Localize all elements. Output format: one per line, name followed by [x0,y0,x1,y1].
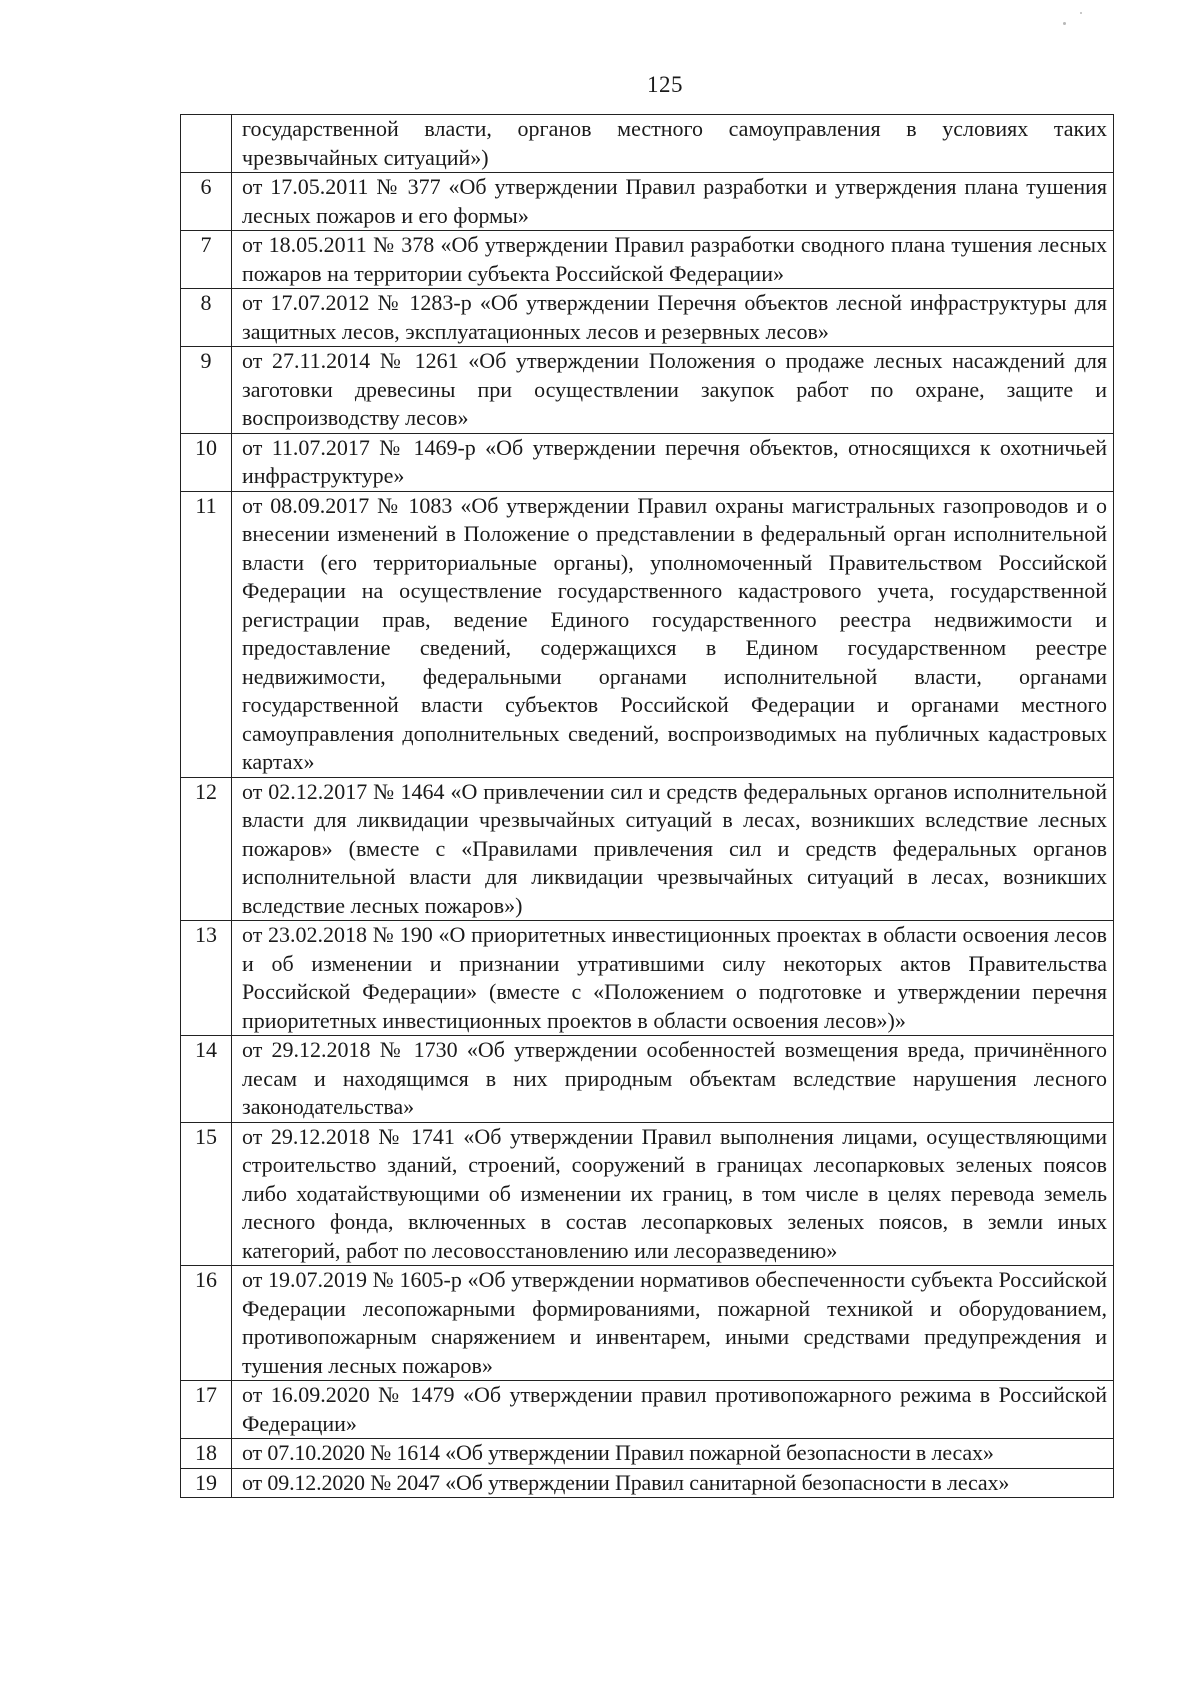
table-row [181,491,1114,777]
row-number [181,115,232,173]
regulations-table [180,114,1114,1498]
row-number: 14 [181,1036,232,1123]
row-number: 11 [181,491,232,777]
row-text: от 16.09.2020 № 1479 «Об утверждении правил противопожарного режима в Российской Федерации» [232,1381,1114,1439]
row-number: 13 [181,921,232,1036]
table-row [181,1468,1114,1498]
page-number: 125 [647,72,683,97]
row-number: 6 [181,173,232,231]
row-number: 15 [181,1122,232,1266]
row-number: 10 [181,433,232,491]
table-row [181,921,1114,1036]
table-row [181,347,1114,434]
row-text: от 09.12.2020 № 2047 «Об утверждении Правил санитарной безопасности в лесах» [232,1468,1114,1498]
row-number: 16 [181,1266,232,1381]
row-number: 9 [181,347,232,434]
scan-speck [1080,12,1082,14]
row-number: 7 [181,231,232,289]
table-row [181,115,1114,173]
table-row [181,289,1114,347]
row-text: от 08.09.2017 № 1083 «Об утверждении Правил охраны магистральных газопроводов и о внесении изменений в Положение о представлении в федеральный орган исполнительной власти (его территориальные органы), уполномоченный Правительством Российской Федерации на осуществление государственного кадастрового учета, государственной регистрации прав, ведение Единого государственного реестра недвижимости и предоставление сведений, содержащихся в Едином государственном реестре недвижимости, федеральными органами исполнительной власти, органами государственной власти субъектов Российской Федерации и органами местного самоуправления дополнительных сведений, воспроизводимых на публичных кадастровых картах» [232,491,1114,777]
row-text: от 18.05.2011 № 378 «Об утверждении Правил разработки сводного плана тушения лесных пожаров на территории субъекта Российской Федерации» [232,231,1114,289]
row-text: от 11.07.2017 № 1469-р «Об утверждении перечня объектов, относящихся к охотничьей инфраструктуре» [232,433,1114,491]
row-number: 12 [181,777,232,921]
row-number: 17 [181,1381,232,1439]
row-text: от 02.12.2017 № 1464 «О привлечении сил и средств федеральных органов исполнительной власти для ликвидации чрезвычайных ситуаций в лесах, возникших вследствие лесных пожаров» (вместе с «Правилами привлечения сил и средств федеральных органов исполнительной власти для ликвидации чрезвычайных ситуаций в лесах, возникших вследствие лесных пожаров») [232,777,1114,921]
row-text: от 17.07.2012 № 1283-р «Об утверждении Перечня объектов лесной инфраструктуры для защитных лесов, эксплуатационных лесов и резервных лесов» [232,289,1114,347]
row-number: 8 [181,289,232,347]
row-text: от 29.12.2018 № 1730 «Об утверждении особенностей возмещения вреда, причинённого лесам и находящимся в них природным объектам вследствие нарушения лесного законодательства» [232,1036,1114,1123]
table-row [181,173,1114,231]
row-text: государственной власти, органов местного самоуправления в условиях таких чрезвычайных ситуаций») [232,115,1114,173]
row-text: от 29.12.2018 № 1741 «Об утверждении Правил выполнения лицами, осуществляющими строительство зданий, строений, сооружений в границах лесопарковых зеленых поясов либо ходатайствующими об изменении их границ, в том числе в целях перевода земель лесного фонда, включенных в состав лесопарковых зеленых поясов, в земли иных категорий, работ по лесовосстановлению или лесоразведению» [232,1122,1114,1266]
table-row [181,1036,1114,1123]
table-row [181,1381,1114,1439]
scan-speck [1063,22,1066,25]
row-text: от 19.07.2019 № 1605-р «Об утверждении нормативов обеспеченности субъекта Российской Федерации лесопожарными формированиями, пожарной техникой и оборудованием, противопожарным снаряжением и инвентарем, иными средствами предупреждения и тушения лесных пожаров» [232,1266,1114,1381]
row-number: 18 [181,1439,232,1469]
row-text: от 23.02.2018 № 190 «О приоритетных инвестиционных проектах в области освоения лесов и об изменении и признании утратившими силу некоторых актов Правительства Российской Федерации» (вместе с «Положением о подготовке и утверждении перечня приоритетных инвестиционных проектов в области освоения лесов»)» [232,921,1114,1036]
row-text: от 07.10.2020 № 1614 «Об утверждении Правил пожарной безопасности в лесах» [232,1439,1114,1469]
table-row [181,231,1114,289]
table-row [181,1122,1114,1266]
row-text: от 27.11.2014 № 1261 «Об утверждении Положения о продаже лесных насаждений для заготовки древесины при осуществлении закупок работ по охране, защите и воспроизводству лесов» [232,347,1114,434]
row-number: 19 [181,1468,232,1498]
table-row [181,1439,1114,1469]
row-text: от 17.05.2011 № 377 «Об утверждении Правил разработки и утверждения плана тушения лесных пожаров и его формы» [232,173,1114,231]
table-row [181,1266,1114,1381]
table-row [181,777,1114,921]
table-row [181,433,1114,491]
